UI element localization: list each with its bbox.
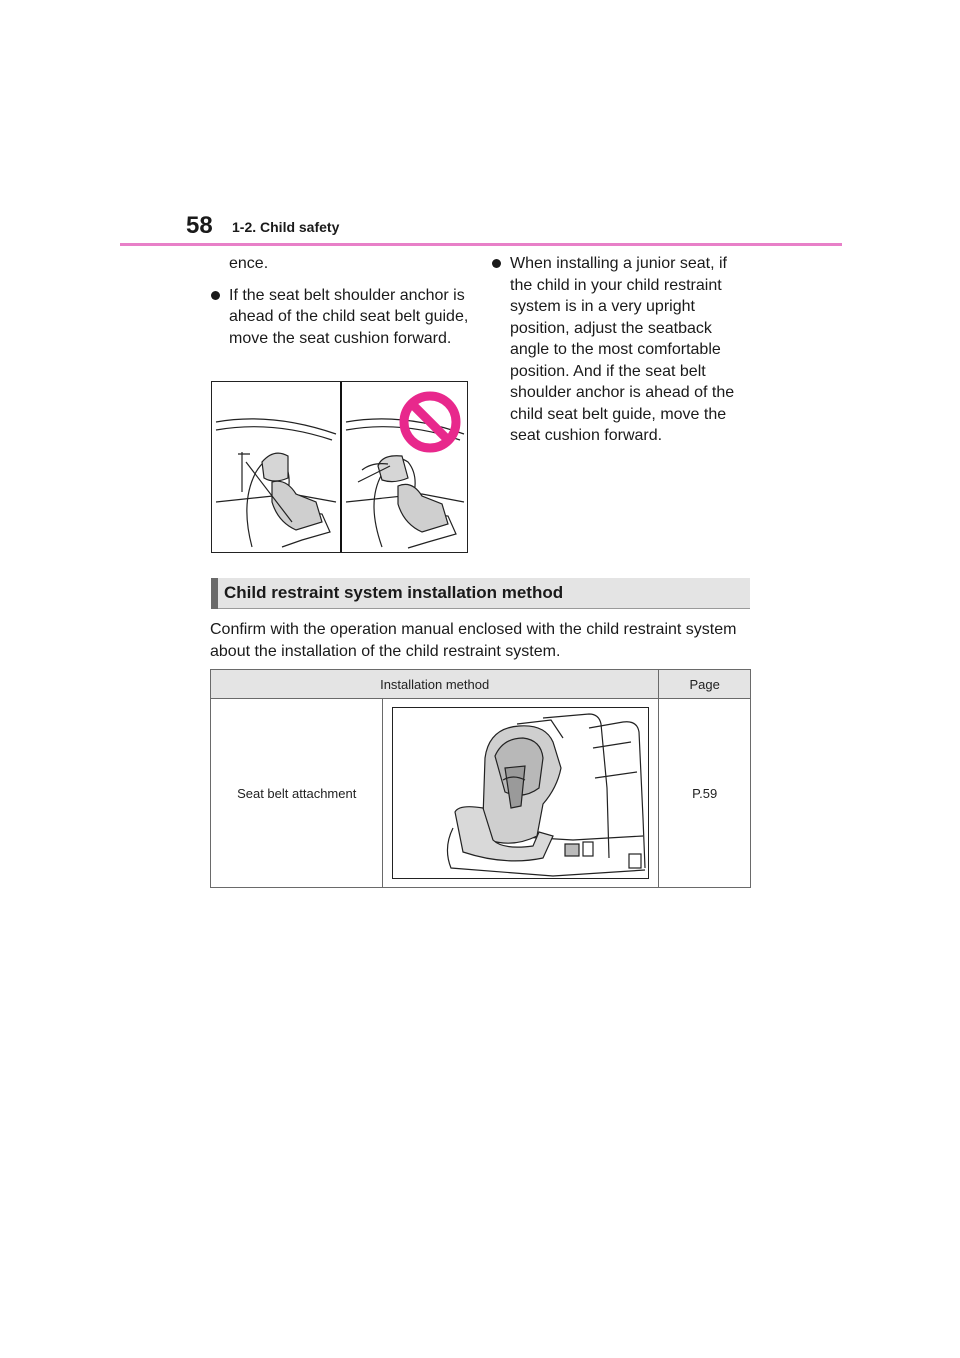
right-column: [491, 253, 753, 457]
child-seat-illustration: [393, 708, 648, 878]
page-cell: P.59: [659, 699, 751, 888]
heading-accent-bar: [211, 578, 218, 609]
car-seat-illustration: [212, 382, 467, 552]
table-row: [211, 699, 751, 888]
method-cell: Seat belt attachment: [211, 699, 383, 888]
bullet-item: If the seat belt shoulder anchor is ahead of the child seat belt guide, move the seat cushion forward.: [210, 285, 472, 350]
left-column: [210, 253, 472, 359]
bullet-item: When installing a junior seat, if the child in your child restraint system is in a very upright position, adjust the seatback angle to the most comfortable position. And if the seat belt shoulder anchor is ahead of the child seat belt guide, move the seat cushion forward.: [491, 253, 753, 447]
method-illustration-cell: [383, 699, 659, 888]
figure-incorrect-installation: [211, 381, 468, 553]
continuation-text: ence.: [229, 255, 269, 272]
section-heading: [211, 578, 750, 609]
prohibited-icon: [404, 396, 456, 448]
header-rule: [120, 243, 842, 246]
table-header-row: [211, 670, 751, 699]
installation-method-table: [210, 669, 751, 888]
header-page: Page: [659, 670, 751, 699]
section-heading-text: Child restraint system installation method: [224, 583, 564, 602]
page-number: 58: [186, 212, 213, 239]
header-installation-method: Installation method: [211, 670, 659, 699]
section-title: 1-2. Child safety: [232, 219, 340, 235]
child-seat-figure: [392, 707, 649, 879]
intro-paragraph: Confirm with the operation manual enclosed with the child restraint system about the installation of the child restraint system.: [210, 621, 737, 660]
